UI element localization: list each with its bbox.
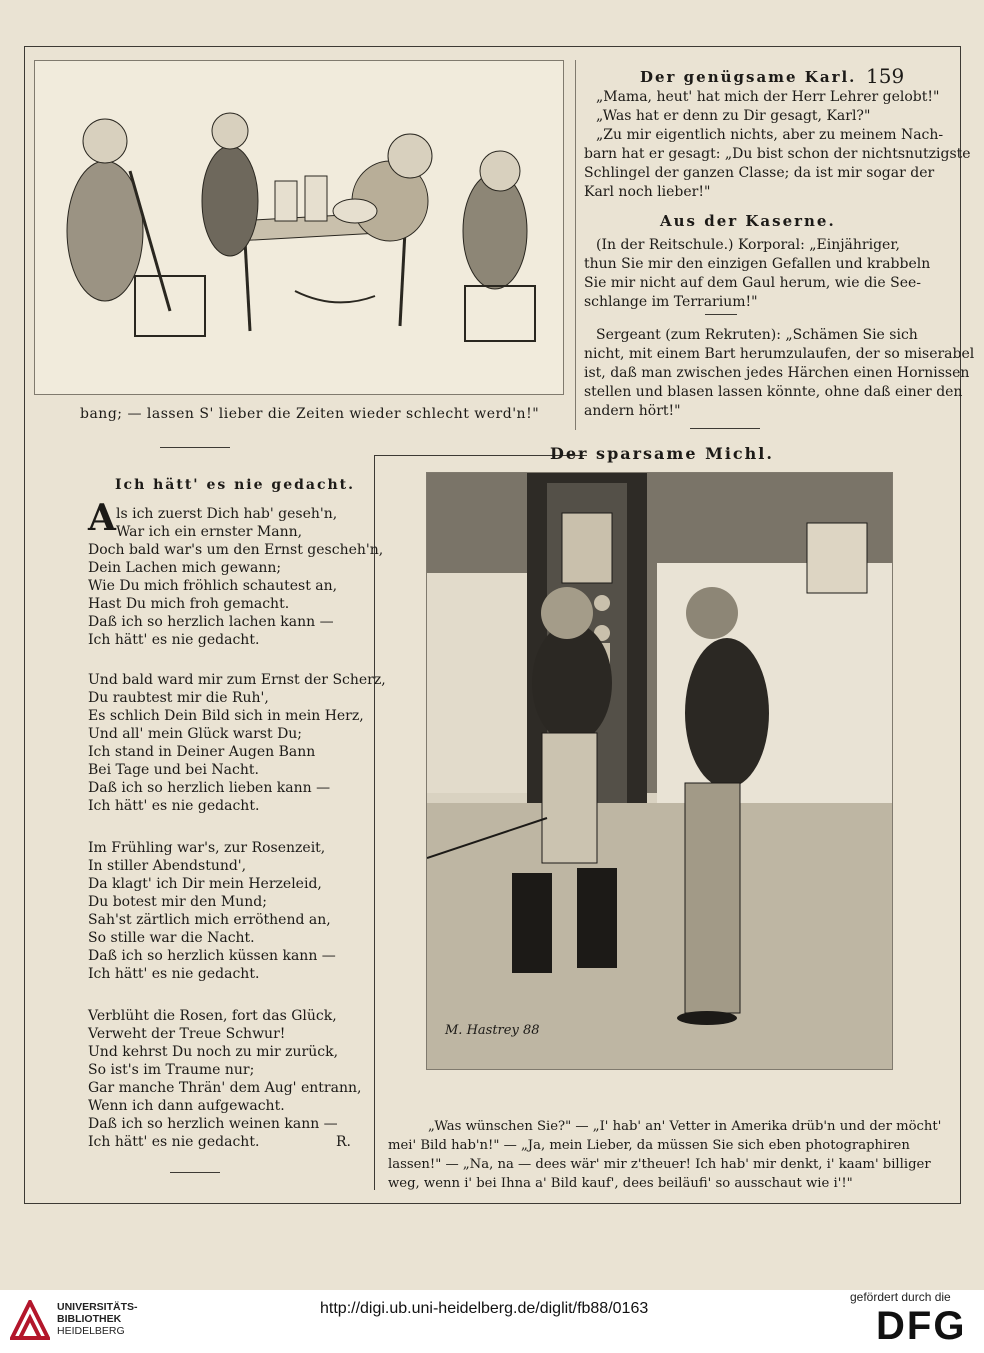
poem-line: ls ich zuerst Dich hab' geseh'n, [116,506,338,522]
poem-line: Und bald ward mir zum Ernst der Scherz, [88,672,386,688]
poem-line: Ich hätt' es nie gedacht. [88,632,260,648]
text-line: „Zu mir eigentlich nichts, aber zu meinem Nach- [596,127,944,143]
column-divider [374,455,375,1190]
poem-line: Und all' mein Glück warst Du; [88,726,303,742]
poem-line: So ist's im Traume nur; [88,1062,255,1078]
source-url-link[interactable]: http://digi.ub.uni-heidelberg.de/diglit/fb88/0163 [320,1300,649,1317]
poem-line: Verblüht die Rosen, fort das Glück, [88,1008,337,1024]
text-line: (In der Reitschule.) Korporal: „Einjähriger, [596,237,900,253]
text-line: schlange im Terrarium!" [584,294,758,310]
poem-author: R. [336,1134,351,1150]
poem-dropcap: A [88,497,116,539]
university-library-logo-icon [10,1300,50,1340]
poem-line: So stille war die Nacht. [88,930,255,946]
divider-rule [160,447,230,448]
library-name-line: UNIVERSITÄTS- [57,1301,138,1313]
text-line: thun Sie mir den einzigen Gefallen und krabbeln [584,256,931,272]
section-title-karl: Der genügsame Karl. [640,68,857,86]
text-line: „Mama, heut' hat mich der Herr Lehrer gelobt!" [596,89,940,105]
poem-line: Wenn ich dann aufgewacht. [88,1098,285,1114]
poem-line: Doch bald war's um den Ernst gescheh'n, [88,542,384,558]
poem-line: Daß ich so herzlich lieben kann — [88,780,331,796]
poem-line: Verweht der Treue Schwur! [88,1026,286,1042]
illustration-signature: M. Hastrey 88 [445,1023,540,1038]
poem-line: Sah'st zärtlich mich erröthend an, [88,912,331,928]
text-line: Karl noch lieber!" [584,184,711,200]
poem-line: Dein Lachen mich gewann; [88,560,282,576]
divider-rule [690,428,760,429]
text-line: mei' Bild hab'n!" — „Ja, mein Lieber, da müssen Sie sich eben photographiren [388,1138,910,1153]
poem-line: Und kehrst Du noch zu mir zurück, [88,1044,339,1060]
poem-line: Ich stand in Deiner Augen Bann [88,744,316,760]
poem-line: Hast Du mich froh gemacht. [88,596,290,612]
poem-line: Gar manche Thrän' dem Aug' entrann, [88,1080,362,1096]
section-title-kaserne: Aus der Kaserne. [660,212,836,230]
poem-line: Du botest mir den Mund; [88,894,267,910]
poem-line: Du raubtest mir die Ruh', [88,690,269,706]
poem-line: In stiller Abendstund', [88,858,247,874]
section-title-michl: Der sparsame Michl. [550,444,774,463]
text-line: nicht, mit einem Bart herumzulaufen, der so miserabel [584,346,975,362]
poem-line: Daß ich so herzlich lachen kann — [88,614,334,630]
illustration-shop-scene [426,472,893,1070]
poem-line: War ich ein ernster Mann, [116,524,303,540]
text-line: andern hört!" [584,403,681,419]
poem-line: Da klagt' ich Dir mein Herzeleid, [88,876,322,892]
illustration-caption: bang; — lassen S' lieber die Zeiten wieder schlecht werd'n!" [80,406,540,422]
text-line: weg, wenn i' bei Ihna a' Bild kauf', dees beiläufi' so ausschaut wie i'!" [388,1176,853,1191]
library-name-line: BIBLIOTHEK [57,1313,122,1325]
text-line: barn hat er gesagt: „Du bist schon der nichtsnutzigste [584,146,971,162]
text-line: Sie mir nicht auf dem Gaul herum, wie die See- [584,275,922,291]
column-divider [575,60,576,430]
poem-title: Ich hätt' es nie gedacht. [115,477,356,493]
text-line: „Was wünschen Sie?" — „I' hab' an' Vetter in Amerika drüb'n und der möcht' [428,1119,942,1134]
text-line: „Was hat er denn zu Dir gesagt, Karl?" [596,108,871,124]
text-line: ist, daß man zwischen jedes Härchen einen Hornissen [584,365,970,381]
poem-line: Ich hätt' es nie gedacht. [88,1134,260,1150]
divider-rule [170,1172,220,1173]
poem-line: Ich hätt' es nie gedacht. [88,798,260,814]
poem-line: Im Frühling war's, zur Rosenzeit, [88,840,326,856]
text-line: lassen!" — „Na, na — dees wär' mir z'theuer! Ich hab' mir denkt, i' kaam' billiger [388,1157,931,1172]
page-number: 159 [866,64,905,88]
poem-line: Es schlich Dein Bild sich in mein Herz, [88,708,364,724]
poem-line: Daß ich so herzlich küssen kann — [88,948,336,964]
library-name-line: HEIDELBERG [57,1325,125,1337]
illustration-tavern-scene [34,60,564,395]
poem-line: Wie Du mich fröhlich schautest an, [88,578,338,594]
text-line: stellen und blasen lassen könnte, ohne daß einer den [584,384,963,400]
sponsor-text: gefördert durch die [850,1290,951,1304]
poem-line: Daß ich so herzlich weinen kann — [88,1116,338,1132]
text-line: Sergeant (zum Rekruten): „Schämen Sie sich [596,327,918,343]
dfg-logo: DFG [876,1304,967,1348]
poem-line: Ich hätt' es nie gedacht. [88,966,260,982]
text-line: Schlingel der ganzen Classe; da ist mir sogar der [584,165,935,181]
divider-rule [705,314,737,315]
poem-line: Bei Tage und bei Nacht. [88,762,259,778]
